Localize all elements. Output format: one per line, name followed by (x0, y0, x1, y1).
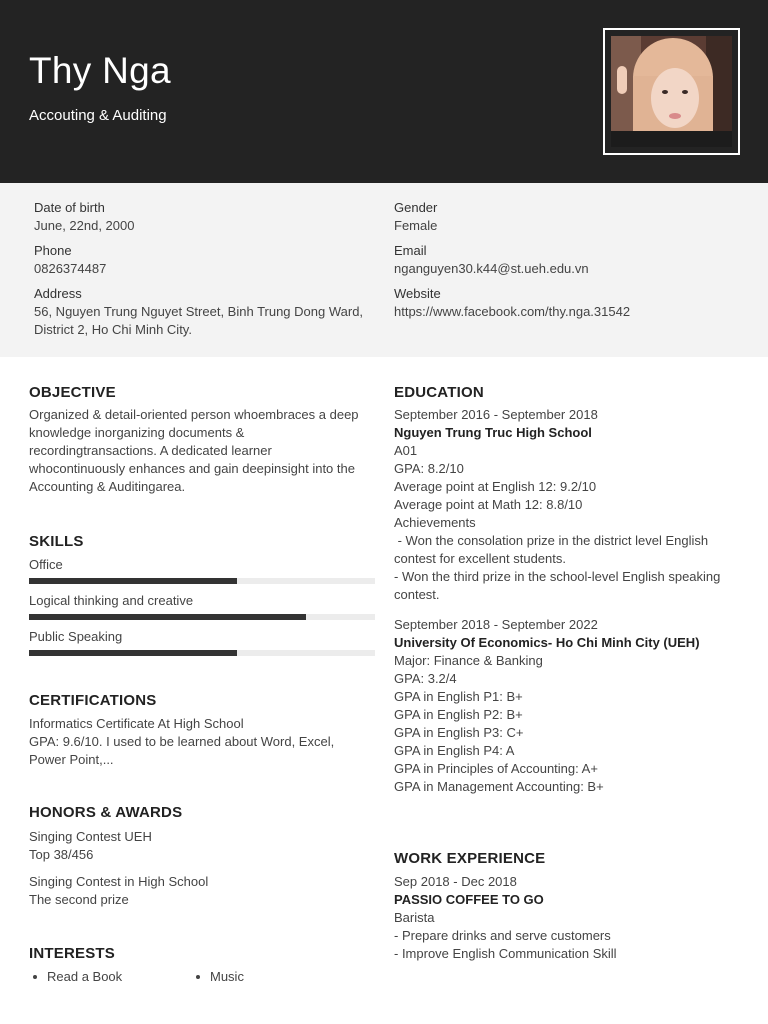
education-line: GPA: 8.2/10 (394, 461, 464, 476)
skill-bar (29, 578, 375, 584)
education-heading: EDUCATION (394, 384, 484, 401)
certification-detail: GPA: 9.6/10. I used to be learned about Word, Excel, (29, 734, 335, 749)
gender-label: Gender (394, 200, 438, 215)
header-banner (0, 0, 768, 183)
education-line: A01 (394, 443, 418, 458)
education-line: Average point at English 12: 9.2/10 (394, 479, 597, 494)
objective-line: knowledge inorganizing documents & (29, 425, 245, 440)
certification-text (29, 715, 379, 769)
education-line: GPA: 3.2/4 (394, 671, 457, 686)
interest-item (33, 969, 122, 984)
education-entry (394, 616, 744, 796)
education-period: September 2016 - September 2018 (394, 407, 598, 422)
skills-heading: SKILLS (29, 533, 84, 550)
website-field (394, 285, 630, 321)
email-field (394, 242, 589, 278)
skill-bar-fill (29, 614, 306, 620)
skill-bar (29, 614, 375, 620)
website-link[interactable]: https://www.facebook.com/thy.nga.31542 (394, 304, 631, 319)
gender-value: Female (394, 218, 438, 233)
skill-name: Office (29, 557, 63, 572)
objective-line: recordingtransactions. A dedicated learner (29, 443, 272, 458)
gender-field (394, 199, 437, 235)
phone-field (34, 242, 106, 278)
education-entry (394, 406, 744, 604)
honors-heading: HONORS & AWARDS (29, 804, 183, 821)
profile-photo-frame (603, 28, 740, 155)
work-period: Sep 2018 - Dec 2018 (394, 874, 517, 889)
interest-label: Read a Book (47, 969, 123, 984)
objective-line: Organized & detail-oriented person whoembraces a deep (29, 407, 359, 422)
website-label: Website (394, 286, 441, 301)
interest-label: Music (210, 969, 244, 984)
profile-photo (611, 36, 732, 147)
skill-bar (29, 650, 375, 656)
address-label: Address (34, 286, 82, 301)
education-line: GPA in English P3: C+ (394, 725, 524, 740)
dob-field (34, 199, 134, 235)
education-line: GPA in Management Accounting: B+ (394, 779, 604, 794)
candidate-major: Accouting & Auditing (29, 107, 167, 124)
address-line-2: District 2, Ho Chi Minh City. (34, 322, 192, 337)
phone-label: Phone (34, 243, 72, 258)
bullet-icon (196, 975, 200, 979)
skill-bar-fill (29, 578, 237, 584)
education-line: Achievements (394, 515, 476, 530)
education-line: - Won the third prize in the school-level English speaking (394, 569, 721, 584)
skill-name: Public Speaking (29, 629, 123, 644)
education-line: GPA in English P4: A (394, 743, 515, 758)
education-line: contest. (394, 587, 440, 602)
honor-item (29, 828, 152, 864)
objective-text (29, 406, 379, 496)
honor-name: Singing Contest in High School (29, 874, 209, 889)
education-line: - Won the consolation prize in the district level English (394, 533, 709, 548)
objective-heading: OBJECTIVE (29, 384, 116, 401)
honor-detail: Top 38/456 (29, 847, 94, 862)
dob-value: June, 22nd, 2000 (34, 218, 135, 233)
email-value[interactable]: nganguyen30.k44@st.ueh.edu.vn (394, 261, 589, 276)
education-line: GPA in English P1: B+ (394, 689, 523, 704)
work-experience-heading: WORK EXPERIENCE (394, 850, 546, 867)
education-line: Average point at Math 12: 8.8/10 (394, 497, 583, 512)
education-line: GPA in Principles of Accounting: A+ (394, 761, 598, 776)
skill-name: Logical thinking and creative (29, 593, 194, 608)
work-duty: - Prepare drinks and serve customers (394, 928, 611, 943)
bullet-icon (33, 975, 37, 979)
certification-detail: Power Point,... (29, 752, 114, 767)
objective-line: Accounting & Auditingarea. (29, 479, 186, 494)
honor-name: Singing Contest UEH (29, 829, 152, 844)
education-line: GPA in English P2: B+ (394, 707, 523, 722)
certification-name: Informatics Certificate At High School (29, 716, 244, 731)
work-duty: - Improve English Communication Skill (394, 946, 617, 961)
candidate-name: Thy Nga (29, 50, 171, 91)
address-field (34, 285, 363, 339)
honor-item (29, 873, 208, 909)
personal-info-panel (0, 183, 768, 357)
job-role: Barista (394, 910, 435, 925)
dob-label: Date of birth (34, 200, 105, 215)
certifications-heading: CERTIFICATIONS (29, 692, 157, 709)
work-entry (394, 873, 744, 963)
skill-bar-fill (29, 650, 237, 656)
honor-detail: The second prize (29, 892, 129, 907)
education-line: contest for excellent students. (394, 551, 566, 566)
interests-heading: INTERESTS (29, 945, 115, 962)
phone-value: 0826374487 (34, 261, 107, 276)
education-period: September 2018 - September 2022 (394, 617, 598, 632)
school-name: Nguyen Trung Truc High School (394, 425, 592, 440)
email-label: Email (394, 243, 427, 258)
company-name: PASSIO COFFEE TO GO (394, 892, 544, 907)
education-line: Major: Finance & Banking (394, 653, 543, 668)
interest-item (196, 969, 244, 984)
school-name: University Of Economics- Ho Chi Minh City (UEH) (394, 635, 700, 650)
address-line-1: 56, Nguyen Trung Nguyet Street, Binh Trung Dong Ward, (34, 304, 364, 319)
objective-line: whocontinuously enhances and gain deepinsight into the (29, 461, 355, 476)
